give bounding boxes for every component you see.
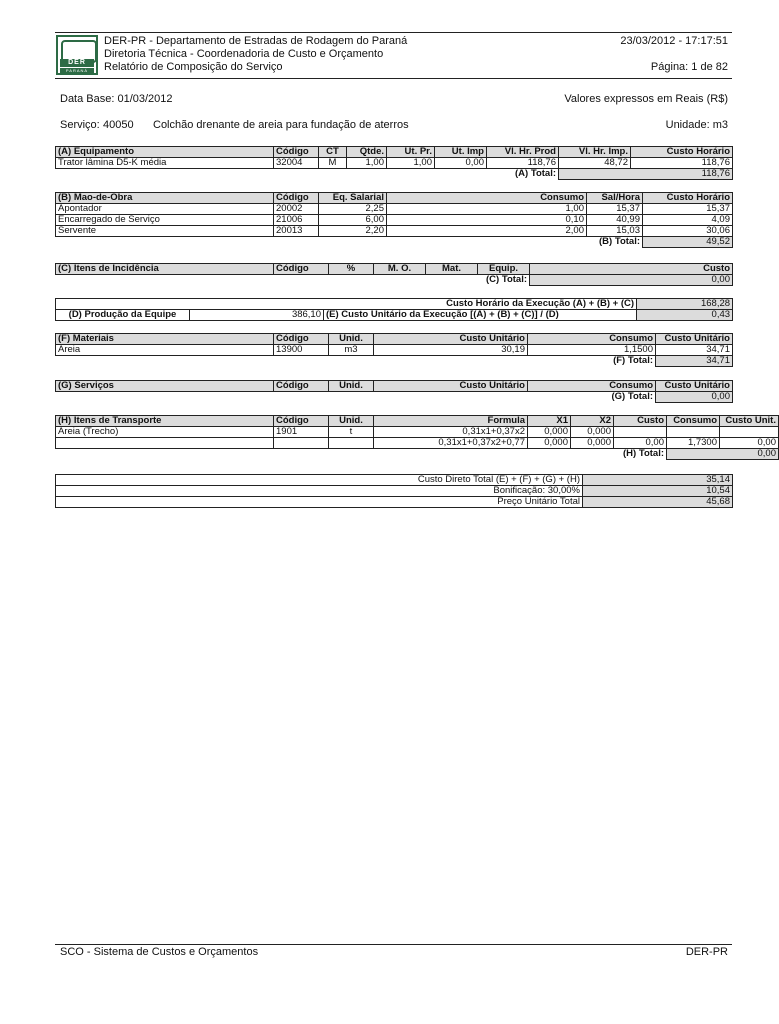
col-header: CT [319, 147, 347, 158]
col-header: Mat. [426, 264, 478, 275]
table-cell [274, 438, 329, 449]
currency-note: Valores expressos em Reais (R$) [564, 93, 728, 105]
col-header: Código [274, 416, 329, 427]
logo-text: DER [60, 59, 94, 67]
total-value: 0,00 [656, 392, 733, 403]
col-header: Unid. [329, 381, 374, 392]
total-label: (A) Total: [515, 168, 556, 180]
table-cell: 1,00 [347, 158, 387, 169]
table-header-row [56, 264, 733, 275]
table-cell: 20013 [274, 226, 319, 237]
table-cell: 118,76 [631, 158, 733, 169]
table-header-row [56, 381, 733, 392]
col-header: M. O. [374, 264, 426, 275]
table-cell: 2,25 [319, 204, 387, 215]
footer-org: DER-PR [685, 946, 728, 958]
table-row [56, 345, 733, 356]
table-cell: 30,19 [374, 345, 528, 356]
report-title: Relatório de Composição do Serviço [104, 61, 283, 73]
col-header: Código [274, 147, 319, 158]
col-header: Ut. Imp [435, 147, 487, 158]
col-header: Custo [614, 416, 667, 427]
incidence-table [55, 263, 733, 286]
table-cell: Servente [56, 226, 274, 237]
summary-label: Preço Unitário Total [56, 497, 583, 508]
table-cell: Trator lâmina D5-K média [56, 158, 274, 169]
table-row [56, 158, 733, 169]
table-cell: 0,000 [528, 438, 571, 449]
unit-cost-value: 0,43 [637, 310, 733, 321]
col-header: X1 [528, 416, 571, 427]
table-cell: Apontador [56, 204, 274, 215]
table-cell: Encarregado de Serviço [56, 215, 274, 226]
col-header: Qtde. [347, 147, 387, 158]
col-header: Código [274, 264, 329, 275]
table-cell [667, 427, 720, 438]
table-cell: 0,00 [614, 438, 667, 449]
table-cell: 0,000 [571, 427, 614, 438]
table-cell: 6,00 [319, 215, 387, 226]
table-cell [56, 438, 274, 449]
table-cell: 34,71 [656, 345, 733, 356]
data-base: Data Base: 01/03/2012 [60, 93, 173, 105]
service-description: Colchão drenante de areia para fundação de aterros [153, 119, 409, 131]
table-cell: 21006 [274, 215, 319, 226]
materials-table [55, 333, 733, 367]
col-header: Vl. Hr. Imp. [559, 147, 631, 158]
table-row [56, 310, 733, 321]
table-row [56, 486, 733, 497]
table-row [56, 475, 733, 486]
col-header: Consumo [528, 334, 656, 345]
footer-system-name: SCO - Sistema de Custos e Orçamentos [60, 946, 259, 958]
department: Diretoria Técnica - Coordenadoria de Custo e Orçamento [104, 48, 384, 60]
table-cell: 2,20 [319, 226, 387, 237]
col-header: (A) Equipamento [56, 147, 274, 158]
hourly-cost-value: 168,28 [637, 299, 733, 310]
col-header: (B) Mao-de-Obra [56, 193, 274, 204]
production-label: (D) Produção da Equipe [56, 310, 190, 321]
total-row [56, 392, 733, 403]
col-header: Custo Horário [631, 147, 733, 158]
col-header: Custo Unit. [720, 416, 779, 427]
table-cell: 1,1500 [528, 345, 656, 356]
logo-subtext: PARANÁ [60, 68, 94, 73]
table-cell: Areia (Trecho) [56, 427, 274, 438]
col-header: Consumo [667, 416, 720, 427]
col-header: Código [274, 193, 319, 204]
table-cell: 0,31x1+0,37x2+0,77 [374, 438, 528, 449]
col-header: Ut. Pr. [387, 147, 435, 158]
col-header: Vl. Hr. Prod [487, 147, 559, 158]
table-cell: Areia [56, 345, 274, 356]
col-header: (C) Itens de Incidência [56, 264, 274, 275]
table-cell: 0,000 [571, 438, 614, 449]
table-cell: 4,09 [643, 215, 733, 226]
table-cell [329, 438, 374, 449]
total-row [56, 356, 733, 367]
unit-cost-label: (E) Custo Unitário da Execução [(A) + (B) + (C)] / (D) [324, 310, 637, 321]
table-cell: 13900 [274, 345, 329, 356]
table-cell: M [319, 158, 347, 169]
col-header: Sal/Hora [587, 193, 643, 204]
total-value: 0,00 [530, 275, 733, 286]
total-row [56, 275, 733, 286]
table-row [56, 497, 733, 508]
page-number: Página: 1 de 82 [650, 61, 728, 73]
table-row [56, 438, 779, 449]
col-header: Equip. [478, 264, 530, 275]
equipment-table [55, 146, 733, 180]
transport-table [55, 415, 779, 460]
col-header: Custo Unitário [374, 381, 528, 392]
table-cell [614, 427, 667, 438]
summary-label: Custo Direto Total (E) + (F) + (G) + (H) [56, 475, 583, 486]
table-cell: 1901 [274, 427, 329, 438]
table-cell: 1,7300 [667, 438, 720, 449]
service-code: 40050 [103, 119, 134, 131]
total-value: 0,00 [667, 449, 779, 460]
total-row [56, 449, 779, 460]
table-row [56, 215, 733, 226]
table-cell: 40,99 [587, 215, 643, 226]
summary-value: 45,68 [583, 497, 733, 508]
table-cell: 20002 [274, 204, 319, 215]
total-label: (H) Total: [623, 448, 664, 460]
services-table [55, 380, 733, 403]
total-value: 118,76 [559, 169, 733, 180]
table-header-row [56, 147, 733, 158]
footer-rule [55, 944, 732, 945]
col-header: Custo Unitário [656, 381, 733, 392]
table-header-row [56, 334, 733, 345]
total-row [56, 169, 733, 180]
table-cell: 15,37 [643, 204, 733, 215]
table-cell: 30,06 [643, 226, 733, 237]
hourly-cost-label: Custo Horário da Execução (A) + (B) + (C) [56, 299, 637, 310]
header-top-rule [55, 32, 732, 33]
col-header: (H) Itens de Transporte [56, 416, 274, 427]
table-cell: 0,000 [528, 427, 571, 438]
col-header: Unid. [329, 334, 374, 345]
table-cell: 0,31x1+0,37x2 [374, 427, 528, 438]
col-header: Código [274, 334, 329, 345]
summary-value: 35,14 [583, 475, 733, 486]
summary-value: 10,54 [583, 486, 733, 497]
summary-table [55, 474, 733, 508]
production-value: 386,10 [190, 310, 324, 321]
table-cell: 0,10 [387, 215, 587, 226]
total-label: (G) Total: [611, 391, 653, 403]
table-cell: 118,76 [487, 158, 559, 169]
table-cell: m3 [329, 345, 374, 356]
table-header-row [56, 416, 779, 427]
col-header: Unid. [329, 416, 374, 427]
col-header: Custo Unitário [374, 334, 528, 345]
col-header: Consumo [528, 381, 656, 392]
col-header: Custo Unitário [656, 334, 733, 345]
header-bottom-rule [55, 78, 732, 79]
col-header: Formula [374, 416, 528, 427]
col-header: % [329, 264, 374, 275]
table-cell: 0,00 [720, 438, 779, 449]
table-row [56, 299, 733, 310]
total-value: 49,52 [643, 237, 733, 248]
table-cell: 15,03 [587, 226, 643, 237]
table-cell: 1,00 [387, 204, 587, 215]
table-cell: 32004 [274, 158, 319, 169]
col-header: Custo [530, 264, 733, 275]
org-name: DER-PR - Departamento de Estradas de Rodagem do Paraná [104, 35, 408, 47]
total-row [56, 237, 733, 248]
service-unit: Unidade: m3 [665, 119, 728, 131]
table-cell: t [329, 427, 374, 438]
col-header: Eq. Salarial [319, 193, 387, 204]
table-cell: 48,72 [559, 158, 631, 169]
execution-table [55, 298, 733, 321]
col-header: Custo Horário [643, 193, 733, 204]
table-row [56, 204, 733, 215]
table-cell: 1,00 [387, 158, 435, 169]
table-row [56, 226, 733, 237]
col-header: (G) Serviços [56, 381, 274, 392]
report-datetime: 23/03/2012 - 17:17:51 [620, 35, 728, 47]
summary-label: Bonificação: 30,00% [56, 486, 583, 497]
table-header-row [56, 193, 733, 204]
labor-table [55, 192, 733, 248]
total-label: (C) Total: [486, 274, 527, 286]
service-label: Serviço: [60, 119, 100, 131]
table-cell [720, 427, 779, 438]
col-header: Código [274, 381, 329, 392]
total-value: 34,71 [656, 356, 733, 367]
table-cell: 15,37 [587, 204, 643, 215]
table-cell: 0,00 [435, 158, 487, 169]
der-logo [56, 35, 98, 75]
col-header: (F) Materiais [56, 334, 274, 345]
table-cell: 2,00 [387, 226, 587, 237]
total-label: (B) Total: [599, 236, 640, 248]
col-header: X2 [571, 416, 614, 427]
col-header: Consumo [387, 193, 587, 204]
total-label: (F) Total: [613, 355, 653, 367]
table-row [56, 427, 779, 438]
